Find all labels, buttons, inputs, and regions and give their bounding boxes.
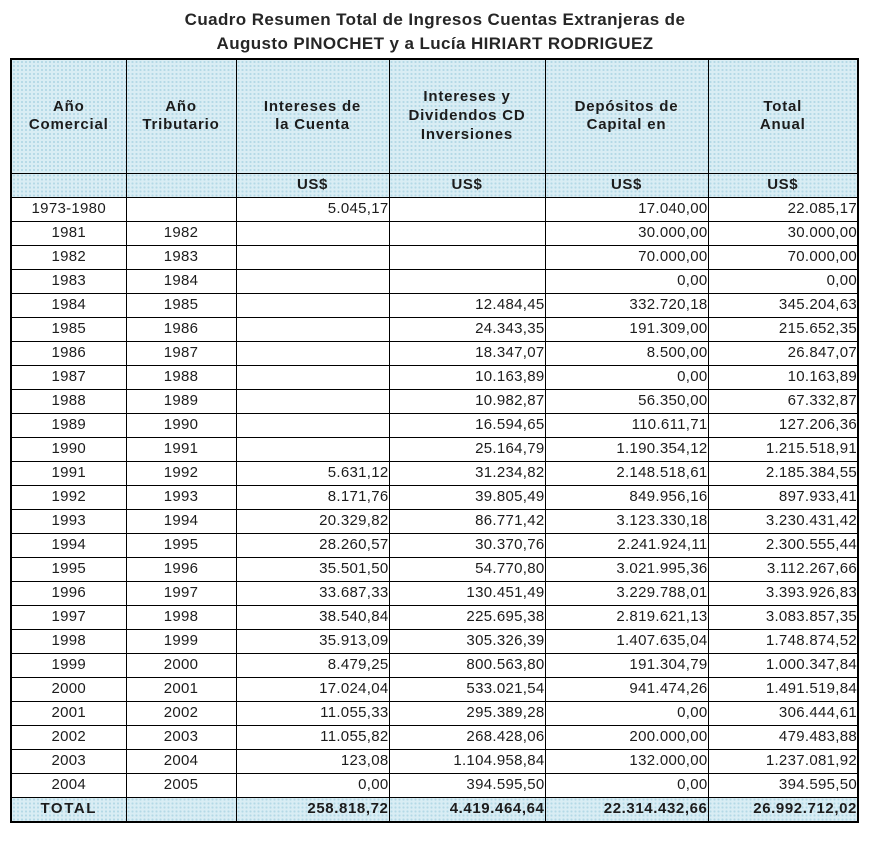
amount-cell: 127.206,36 <box>708 413 858 437</box>
amount-cell: 30.000,00 <box>708 221 858 245</box>
amount-cell <box>236 437 389 461</box>
amount-cell: 12.484,45 <box>389 293 545 317</box>
column-header-line: Intereses de <box>263 97 362 115</box>
table-row <box>11 629 858 653</box>
year-cell: 1990 <box>126 413 236 437</box>
year-cell: 1992 <box>11 485 126 509</box>
table-total-row <box>11 797 858 822</box>
year-cell: 1983 <box>11 269 126 293</box>
year-cell: 1998 <box>126 605 236 629</box>
amount-cell: 25.164,79 <box>389 437 545 461</box>
year-cell: 2003 <box>126 725 236 749</box>
amount-cell: 1.000.347,84 <box>708 653 858 677</box>
amount-cell: 70.000,00 <box>545 245 708 269</box>
year-cell: 1989 <box>11 413 126 437</box>
year-cell: 1983 <box>126 245 236 269</box>
table-row <box>11 701 858 725</box>
year-cell: 1993 <box>11 509 126 533</box>
amount-cell <box>236 413 389 437</box>
amount-cell: 35.501,50 <box>236 557 389 581</box>
table-row <box>11 509 858 533</box>
table-row <box>11 437 858 461</box>
amount-cell: 0,00 <box>708 269 858 293</box>
amount-cell: 295.389,28 <box>389 701 545 725</box>
amount-cell: 10.163,89 <box>389 365 545 389</box>
amount-cell: 28.260,57 <box>236 533 389 557</box>
unit-label-cell: US$ <box>708 173 858 197</box>
amount-cell: 22.085,17 <box>708 197 858 221</box>
year-cell: 1982 <box>126 221 236 245</box>
year-cell: 1985 <box>11 317 126 341</box>
column-header-line: Intereses y <box>423 88 511 106</box>
table-row <box>11 581 858 605</box>
year-cell: 1984 <box>11 293 126 317</box>
amount-cell: 8.500,00 <box>545 341 708 365</box>
amount-cell <box>236 293 389 317</box>
amount-cell: 2.148.518,61 <box>545 461 708 485</box>
year-cell: 1996 <box>11 581 126 605</box>
column-header-line: Año <box>165 97 197 115</box>
year-cell: 2001 <box>11 701 126 725</box>
amount-cell: 3.229.788,01 <box>545 581 708 605</box>
amount-cell: 130.451,49 <box>389 581 545 605</box>
amount-cell <box>389 221 545 245</box>
table-row <box>11 197 858 221</box>
amount-cell: 86.771,42 <box>389 509 545 533</box>
unit-empty-cell <box>126 173 236 197</box>
amount-cell: 2.185.384,55 <box>708 461 858 485</box>
page-title-line-1: Cuadro Resumen Total de Ingresos Cuentas Extranjeras de <box>184 10 686 29</box>
amount-cell: 3.123.330,18 <box>545 509 708 533</box>
table-row <box>11 557 858 581</box>
year-cell: 1987 <box>11 365 126 389</box>
table-row <box>11 317 858 341</box>
amount-cell: 3.083.857,35 <box>708 605 858 629</box>
amount-cell: 110.611,71 <box>545 413 708 437</box>
year-cell: 2004 <box>126 749 236 773</box>
column-header-line: Año <box>52 97 85 115</box>
column-header-line: Comercial <box>28 116 109 134</box>
amount-cell: 70.000,00 <box>708 245 858 269</box>
table-row <box>11 389 858 413</box>
amount-cell <box>389 245 545 269</box>
amount-cell: 5.045,17 <box>236 197 389 221</box>
year-cell: 1988 <box>11 389 126 413</box>
amount-cell: 2.241.924,11 <box>545 533 708 557</box>
year-cell: 1994 <box>126 509 236 533</box>
amount-cell: 30.000,00 <box>545 221 708 245</box>
amount-cell <box>236 341 389 365</box>
year-cell: 1999 <box>126 629 236 653</box>
amount-cell: 30.370,76 <box>389 533 545 557</box>
year-cell: 1982 <box>11 245 126 269</box>
amount-cell: 1.407.635,04 <box>545 629 708 653</box>
column-header-total-anual <box>708 59 858 173</box>
table-row <box>11 677 858 701</box>
amount-cell <box>236 269 389 293</box>
year-cell: 2000 <box>126 653 236 677</box>
table-row <box>11 365 858 389</box>
column-header-intereses-cuenta <box>236 59 389 173</box>
amount-cell: 35.913,09 <box>236 629 389 653</box>
year-cell: 1988 <box>126 365 236 389</box>
amount-cell: 479.483,88 <box>708 725 858 749</box>
amount-cell: 10.982,87 <box>389 389 545 413</box>
amount-cell: 24.343,35 <box>389 317 545 341</box>
unit-label-cell: US$ <box>389 173 545 197</box>
year-cell: 2002 <box>11 725 126 749</box>
amount-cell: 1.748.874,52 <box>708 629 858 653</box>
amount-cell: 8.479,25 <box>236 653 389 677</box>
table-row <box>11 341 858 365</box>
year-cell: 1984 <box>126 269 236 293</box>
column-header-line: Inversiones <box>420 125 514 143</box>
year-cell: 2003 <box>11 749 126 773</box>
year-cell: 1999 <box>11 653 126 677</box>
year-cell: 2004 <box>11 773 126 797</box>
year-cell: 1998 <box>11 629 126 653</box>
amount-cell: 26.847,07 <box>708 341 858 365</box>
column-header-line: Capital en <box>586 116 667 134</box>
amount-cell: 1.215.518,91 <box>708 437 858 461</box>
table-header-row <box>11 59 858 173</box>
year-cell: 1989 <box>126 389 236 413</box>
table-row <box>11 461 858 485</box>
table-row <box>11 653 858 677</box>
amount-cell: 38.540,84 <box>236 605 389 629</box>
year-cell: 1993 <box>126 485 236 509</box>
year-cell: 1992 <box>126 461 236 485</box>
amount-cell: 0,00 <box>545 701 708 725</box>
total-amount-cell: 4.419.464,64 <box>389 797 545 822</box>
amount-cell: 215.652,35 <box>708 317 858 341</box>
column-header-line: Total <box>763 97 803 115</box>
amount-cell: 3.112.267,66 <box>708 557 858 581</box>
year-cell: 1990 <box>11 437 126 461</box>
amount-cell: 18.347,07 <box>389 341 545 365</box>
amount-cell: 345.204,63 <box>708 293 858 317</box>
year-cell: 1986 <box>126 317 236 341</box>
column-header-line: Anual <box>759 116 806 134</box>
amount-cell <box>236 221 389 245</box>
amount-cell <box>236 389 389 413</box>
unit-label-cell: US$ <box>545 173 708 197</box>
amount-cell: 200.000,00 <box>545 725 708 749</box>
year-cell: 1985 <box>126 293 236 317</box>
income-summary-table <box>10 58 859 823</box>
column-header-intereses-dividendos <box>389 59 545 173</box>
amount-cell: 268.428,06 <box>389 725 545 749</box>
amount-cell: 394.595,50 <box>389 773 545 797</box>
amount-cell: 16.594,65 <box>389 413 545 437</box>
total-amount-cell: 22.314.432,66 <box>545 797 708 822</box>
column-header-depositos-capital <box>545 59 708 173</box>
column-header-ano-comercial <box>11 59 126 173</box>
table-row <box>11 245 858 269</box>
amount-cell: 1.190.354,12 <box>545 437 708 461</box>
amount-cell: 3.393.926,83 <box>708 581 858 605</box>
column-header-ano-tributario <box>126 59 236 173</box>
table-row <box>11 533 858 557</box>
amount-cell: 2.300.555,44 <box>708 533 858 557</box>
amount-cell: 3.230.431,42 <box>708 509 858 533</box>
amount-cell: 225.695,38 <box>389 605 545 629</box>
year-cell: 1986 <box>11 341 126 365</box>
unit-empty-cell <box>11 173 126 197</box>
amount-cell <box>389 269 545 293</box>
amount-cell: 394.595,50 <box>708 773 858 797</box>
year-cell: 2000 <box>11 677 126 701</box>
table-row <box>11 293 858 317</box>
amount-cell: 306.444,61 <box>708 701 858 725</box>
year-cell: 2005 <box>126 773 236 797</box>
amount-cell: 1.491.519,84 <box>708 677 858 701</box>
amount-cell <box>389 197 545 221</box>
amount-cell: 10.163,89 <box>708 365 858 389</box>
year-cell: 1995 <box>11 557 126 581</box>
amount-cell: 54.770,80 <box>389 557 545 581</box>
amount-cell: 1.237.081,92 <box>708 749 858 773</box>
year-cell: 1994 <box>11 533 126 557</box>
column-header-line: Tributario <box>142 116 220 134</box>
total-label-cell: TOTAL <box>11 797 126 822</box>
amount-cell: 0,00 <box>236 773 389 797</box>
table-row <box>11 605 858 629</box>
page-title <box>0 0 870 56</box>
amount-cell: 11.055,33 <box>236 701 389 725</box>
column-header-line: la Cuenta <box>275 116 350 134</box>
amount-cell: 132.000,00 <box>545 749 708 773</box>
year-cell: 1995 <box>126 533 236 557</box>
year-cell: 1987 <box>126 341 236 365</box>
unit-label-cell: US$ <box>236 173 389 197</box>
amount-cell: 800.563,80 <box>389 653 545 677</box>
year-cell: 1973-1980 <box>11 197 126 221</box>
total-amount-cell: 258.818,72 <box>236 797 389 822</box>
amount-cell: 941.474,26 <box>545 677 708 701</box>
amount-cell: 123,08 <box>236 749 389 773</box>
year-cell: 1997 <box>126 581 236 605</box>
amount-cell: 11.055,82 <box>236 725 389 749</box>
table-row <box>11 269 858 293</box>
column-header-line: Depósitos de <box>574 97 679 115</box>
table-row <box>11 485 858 509</box>
amount-cell: 533.021,54 <box>389 677 545 701</box>
amount-cell: 17.040,00 <box>545 197 708 221</box>
page-title-line-2: Augusto PINOCHET y a Lucía HIRIART RODRIGUEZ <box>216 34 654 53</box>
amount-cell: 2.819.621,13 <box>545 605 708 629</box>
amount-cell: 332.720,18 <box>545 293 708 317</box>
amount-cell: 191.309,00 <box>545 317 708 341</box>
year-cell: 1991 <box>11 461 126 485</box>
column-header-line: Dividendos CD <box>408 106 526 124</box>
year-cell: 1997 <box>11 605 126 629</box>
amount-cell: 17.024,04 <box>236 677 389 701</box>
year-cell: 1991 <box>126 437 236 461</box>
amount-cell: 8.171,76 <box>236 485 389 509</box>
amount-cell: 0,00 <box>545 773 708 797</box>
table-unit-row <box>11 173 858 197</box>
total-amount-cell <box>126 797 236 822</box>
amount-cell <box>236 365 389 389</box>
table-row <box>11 749 858 773</box>
amount-cell: 67.332,87 <box>708 389 858 413</box>
amount-cell: 5.631,12 <box>236 461 389 485</box>
amount-cell: 0,00 <box>545 269 708 293</box>
amount-cell: 191.304,79 <box>545 653 708 677</box>
amount-cell: 39.805,49 <box>389 485 545 509</box>
amount-cell: 849.956,16 <box>545 485 708 509</box>
table-row <box>11 773 858 797</box>
table-row <box>11 221 858 245</box>
year-cell: 2001 <box>126 677 236 701</box>
table-row <box>11 725 858 749</box>
year-cell: 1996 <box>126 557 236 581</box>
amount-cell: 33.687,33 <box>236 581 389 605</box>
amount-cell: 20.329,82 <box>236 509 389 533</box>
amount-cell: 31.234,82 <box>389 461 545 485</box>
amount-cell: 897.933,41 <box>708 485 858 509</box>
year-cell: 2002 <box>126 701 236 725</box>
year-cell: 1981 <box>11 221 126 245</box>
year-cell <box>126 197 236 221</box>
amount-cell: 1.104.958,84 <box>389 749 545 773</box>
amount-cell <box>236 317 389 341</box>
amount-cell <box>236 245 389 269</box>
amount-cell: 56.350,00 <box>545 389 708 413</box>
total-amount-cell: 26.992.712,02 <box>708 797 858 822</box>
table-row <box>11 413 858 437</box>
amount-cell: 305.326,39 <box>389 629 545 653</box>
amount-cell: 0,00 <box>545 365 708 389</box>
amount-cell: 3.021.995,36 <box>545 557 708 581</box>
